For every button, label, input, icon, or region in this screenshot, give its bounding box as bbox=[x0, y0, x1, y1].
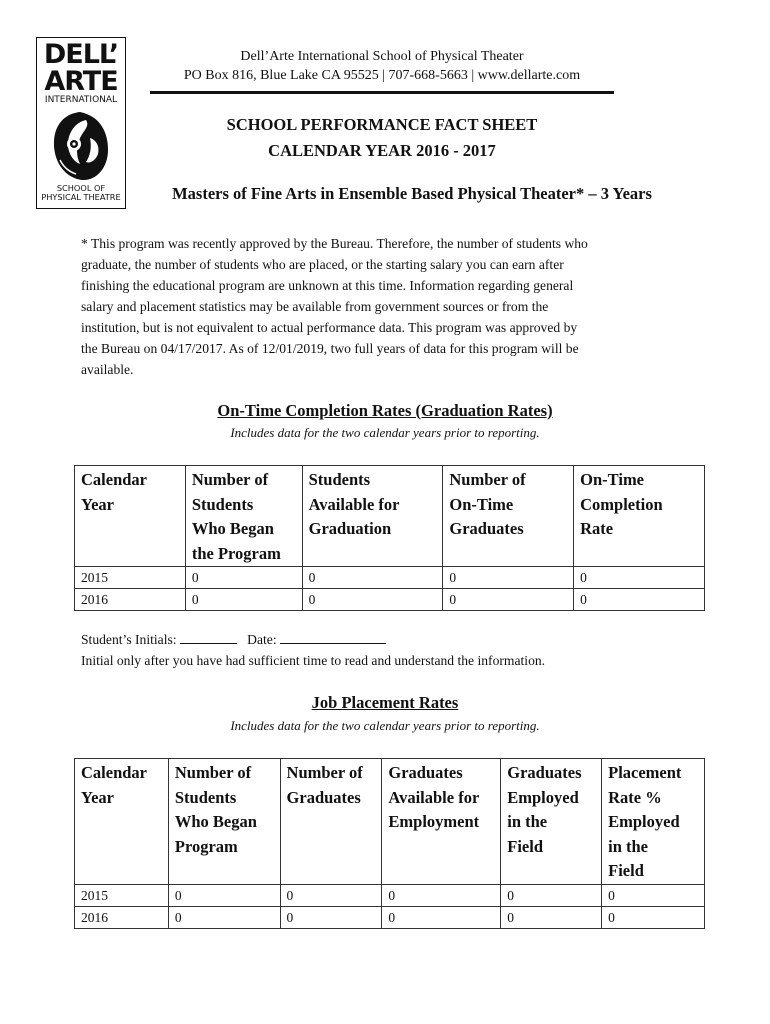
cell-value: 0 bbox=[501, 906, 602, 928]
header-calendar-year: Calendar Year bbox=[75, 466, 186, 567]
cell-year: 2016 bbox=[75, 589, 186, 611]
note-line: * This program was recently approved by the Bureau. Therefore, the number of students who bbox=[81, 236, 588, 251]
header-ontime-graduates: Number of On-Time Graduates bbox=[443, 466, 574, 567]
cell-year: 2015 bbox=[75, 567, 186, 589]
completion-section-title: On-Time Completion Rates (Graduation Rates) bbox=[217, 401, 553, 420]
note-line: graduate, the number of students who are placed, or the starting salary you can earn after bbox=[81, 257, 564, 272]
acknowledgement-block bbox=[81, 629, 545, 671]
cell-value: 0 bbox=[280, 884, 382, 906]
cell-value: 0 bbox=[168, 884, 280, 906]
cell-value: 0 bbox=[443, 567, 574, 589]
table-row bbox=[75, 589, 705, 611]
cell-value: 0 bbox=[501, 884, 602, 906]
header-available-for-graduation: Students Available for Graduation bbox=[302, 466, 443, 567]
acknowledgement-instruction: Initial only after you have had sufficient time to read and understand the information. bbox=[81, 653, 546, 668]
cell-value: 0 bbox=[280, 906, 382, 928]
cell-year: 2016 bbox=[75, 906, 169, 928]
approval-note bbox=[81, 233, 701, 380]
table-row bbox=[75, 567, 705, 589]
note-line: institution, but is not equivalent to actual performance data. This program was approved by bbox=[81, 320, 578, 335]
completion-rates-table bbox=[74, 465, 705, 611]
cell-value: 0 bbox=[185, 589, 302, 611]
table-row bbox=[75, 884, 705, 906]
note-line: finishing the educational program are unknown at this time. Information regarding general bbox=[81, 278, 574, 293]
cell-value: 0 bbox=[382, 906, 501, 928]
cell-value: 0 bbox=[302, 589, 443, 611]
page-subtitle: CALENDAR YEAR 2016 - 2017 bbox=[268, 141, 496, 160]
cell-value: 0 bbox=[168, 906, 280, 928]
header-completion-rate: On-Time Completion Rate bbox=[574, 466, 705, 567]
cell-year: 2015 bbox=[75, 884, 169, 906]
cell-value: 0 bbox=[574, 567, 705, 589]
note-line: available. bbox=[81, 362, 134, 377]
date-label: Date: bbox=[247, 632, 277, 647]
cell-value: 0 bbox=[302, 567, 443, 589]
note-line: salary and placement statistics may be available from government sources or from the bbox=[81, 299, 549, 314]
logo-text-arte: ARTE bbox=[44, 66, 118, 97]
table-header-row bbox=[75, 466, 705, 567]
school-logo bbox=[36, 37, 126, 209]
initials-field[interactable] bbox=[180, 629, 237, 644]
logo-text-dell: DELL’ bbox=[43, 39, 119, 70]
page-title: SCHOOL PERFORMANCE FACT SHEET bbox=[226, 115, 538, 134]
program-name: Masters of Fine Arts in Ensemble Based Physical Theater* – 3 Years bbox=[172, 184, 652, 203]
header-placement-rate: Placement Rate % Employed in the Field bbox=[602, 759, 705, 885]
header-contact: PO Box 816, Blue Lake CA 95525 | 707-668-5663 | www.dellarte.com bbox=[183, 68, 581, 83]
placement-section-title: Job Placement Rates bbox=[311, 693, 459, 712]
cell-value: 0 bbox=[382, 884, 501, 906]
placement-section-subtitle: Includes data for the two calendar years prior to reporting. bbox=[230, 718, 540, 733]
header-number-of-graduates: Number of Graduates bbox=[280, 759, 382, 885]
header-students-began: Number of Students Who Began Program bbox=[168, 759, 280, 885]
cell-value: 0 bbox=[574, 589, 705, 611]
initials-label: Student’s Initials: bbox=[81, 632, 177, 647]
logo-text-physical-theatre: PHYSICAL THEATRE bbox=[41, 192, 121, 202]
header-employed-in-field: Graduates Employed in the Field bbox=[501, 759, 602, 885]
cell-value: 0 bbox=[602, 884, 705, 906]
cell-value: 0 bbox=[185, 567, 302, 589]
logo-text-school-of: SCHOOL OF bbox=[56, 183, 106, 193]
placement-rates-table bbox=[74, 758, 705, 929]
header-available-for-employment: Graduates Available for Employment bbox=[382, 759, 501, 885]
cell-value: 0 bbox=[443, 589, 574, 611]
cell-value: 0 bbox=[602, 906, 705, 928]
note-line: the Bureau on 04/17/2017. As of 12/01/2019, two full years of data for this program will be bbox=[81, 341, 579, 356]
table-row bbox=[75, 906, 705, 928]
header-org-name: Dell’Arte International School of Physical Theater bbox=[240, 49, 524, 64]
theater-mask-icon bbox=[50, 110, 112, 182]
logo-text-international: INTERNATIONAL bbox=[44, 95, 118, 105]
date-field[interactable] bbox=[280, 629, 386, 644]
header-calendar-year: Calendar Year bbox=[75, 759, 169, 885]
header-divider bbox=[150, 91, 614, 94]
table-header-row bbox=[75, 759, 705, 885]
completion-section-subtitle: Includes data for the two calendar years prior to reporting. bbox=[230, 425, 540, 440]
header-students-began: Number of Students Who Began the Program bbox=[185, 466, 302, 567]
